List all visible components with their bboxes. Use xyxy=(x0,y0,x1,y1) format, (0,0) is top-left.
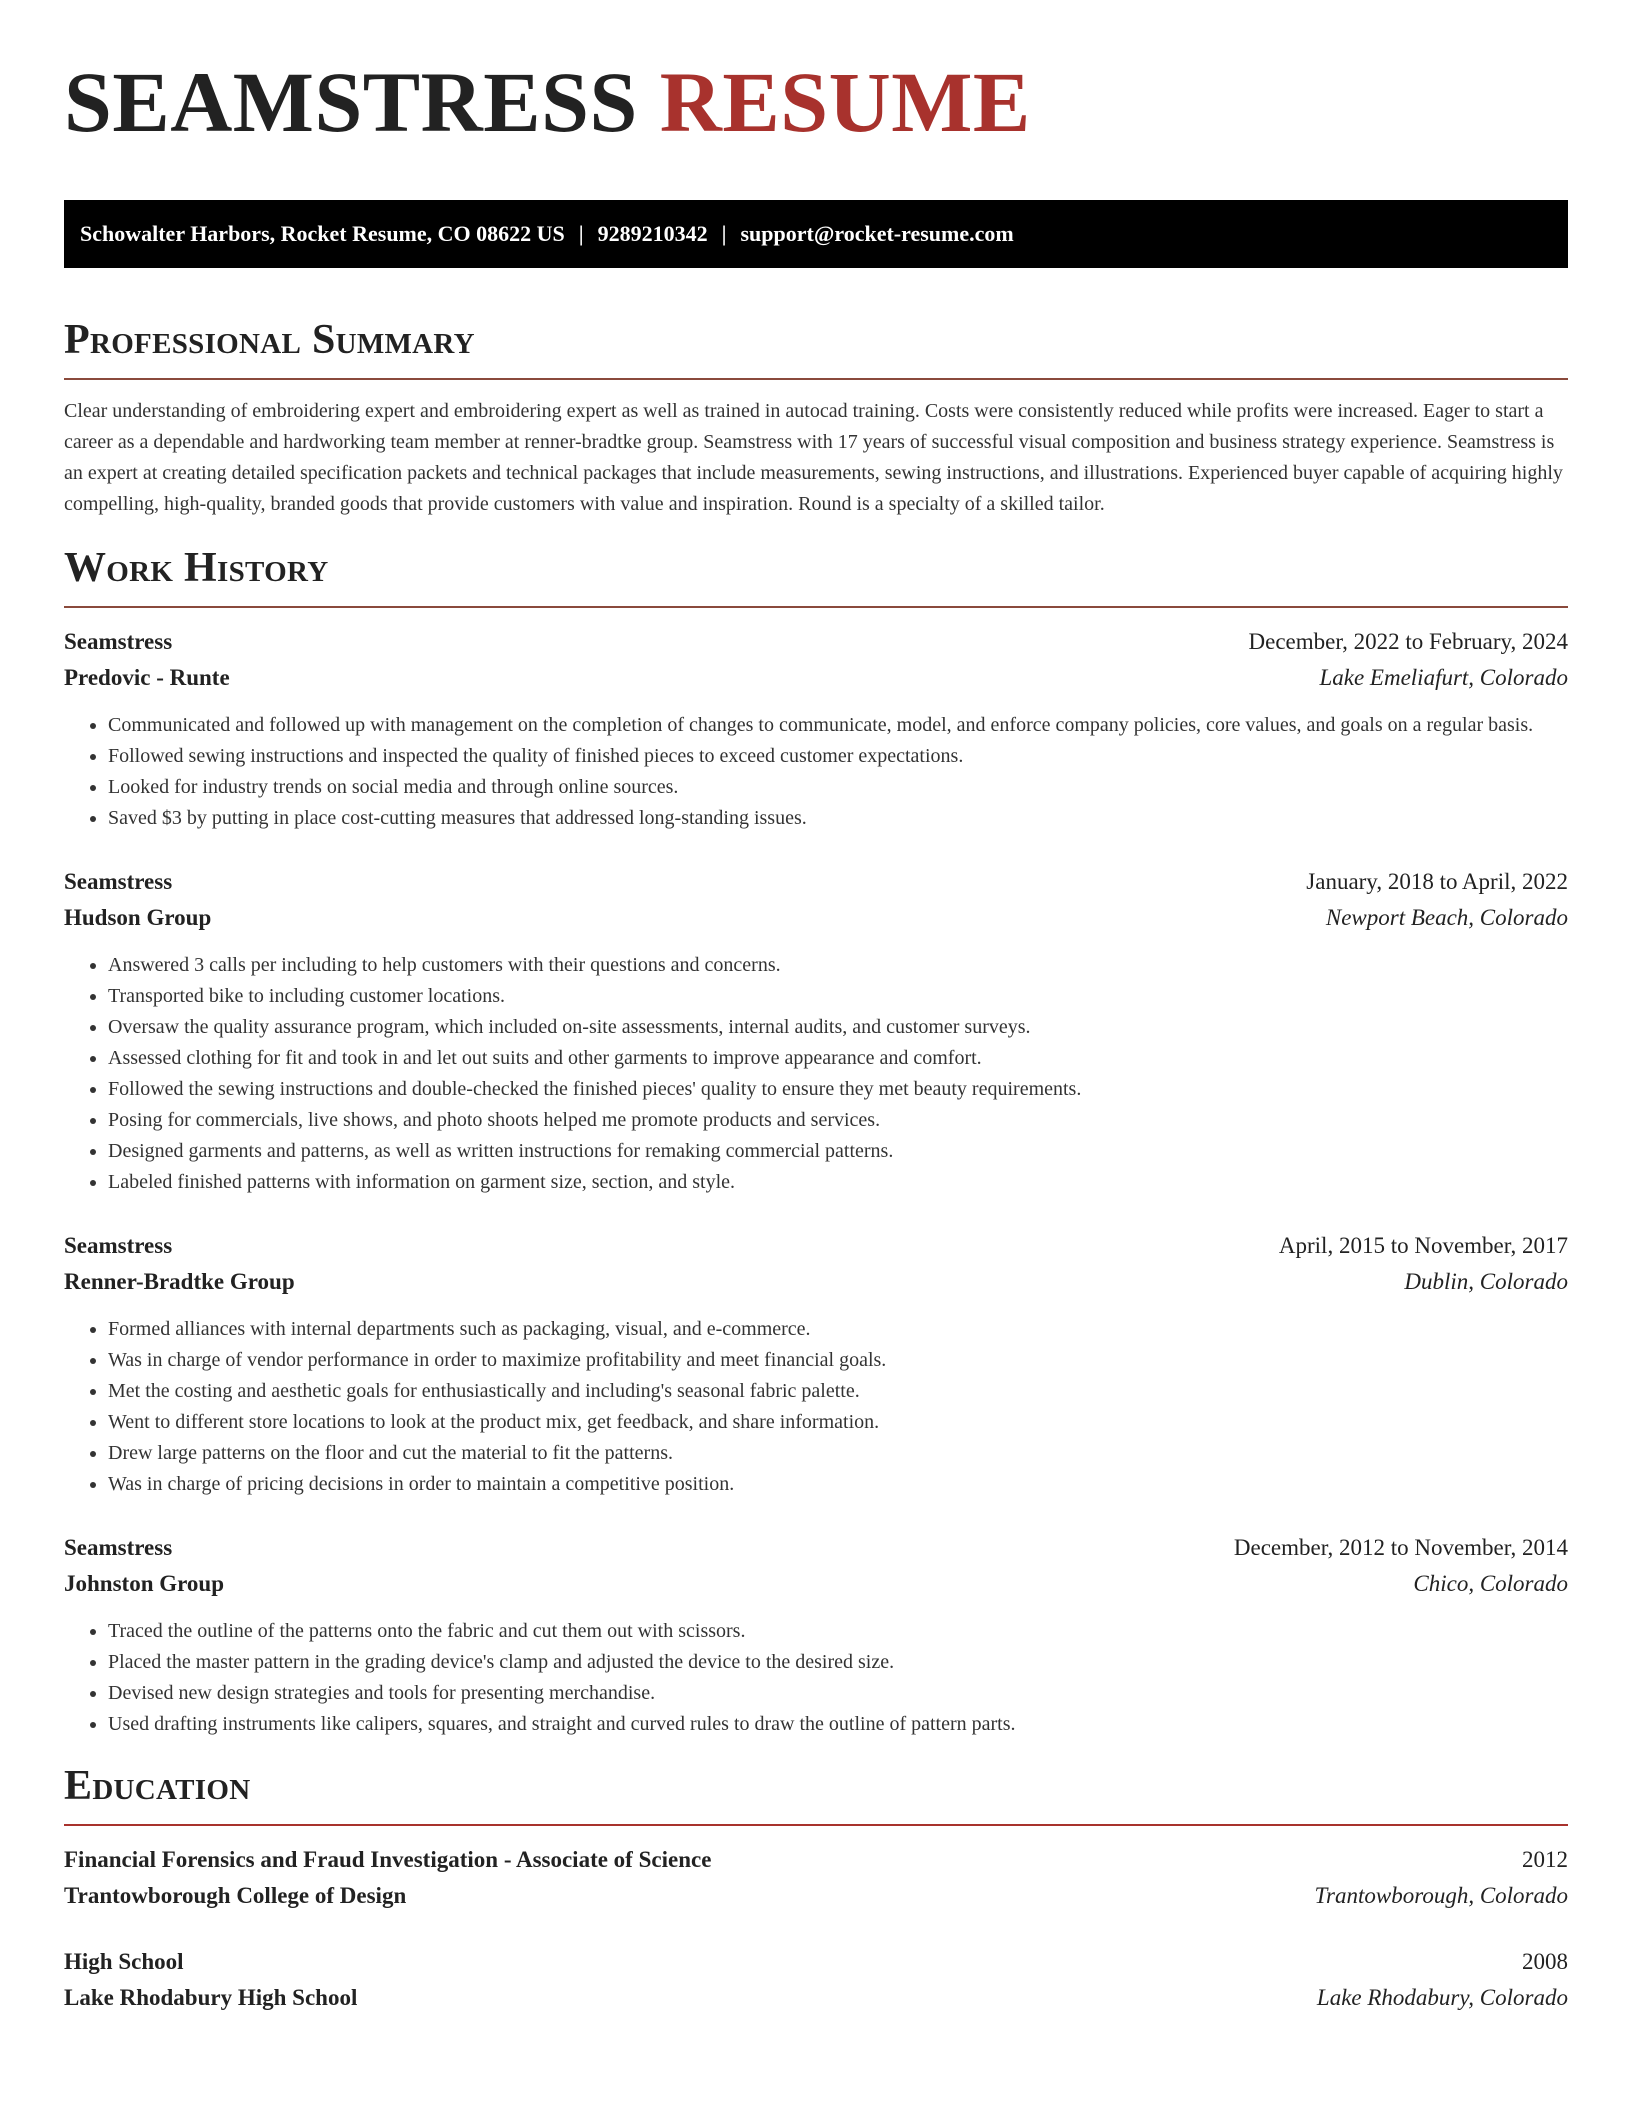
education-entry xyxy=(64,1944,1568,2016)
job-company: Predovic - Runte xyxy=(64,665,230,690)
contact-email[interactable]: support@rocket-resume.com xyxy=(740,221,1014,246)
job-bullets xyxy=(64,1314,1568,1500)
job-company-row xyxy=(64,1264,1568,1300)
job-bullet: • Followed the sewing instructions and double-checked the finished pieces' quality to ensure they met beauty requirements. xyxy=(108,1074,1568,1105)
job-title-row xyxy=(64,1228,1568,1264)
title-main: SEAMSTRESS xyxy=(64,54,638,150)
contact-address: Schowalter Harbors, Rocket Resume, CO 08622 US xyxy=(80,221,565,246)
education-degree-row xyxy=(64,1842,1568,1878)
job-list xyxy=(64,624,1568,1740)
contact-separator: | xyxy=(578,221,584,246)
education-degree-row xyxy=(64,1944,1568,1980)
education-entry xyxy=(64,1842,1568,1914)
education-year: 2008 xyxy=(1522,1949,1568,1974)
education-degree: High School xyxy=(64,1949,184,1974)
job-bullet: • Saved $3 by putting in place cost-cutting measures that addressed long-standing issues. xyxy=(108,803,1568,834)
job-title-row xyxy=(64,624,1568,660)
education-section xyxy=(64,1758,1568,2016)
job-bullets xyxy=(64,950,1568,1198)
job-bullet: • Looked for industry trends on social media and through online sources. xyxy=(108,772,1568,803)
summary-heading: Professional Summary xyxy=(64,317,475,363)
job-company-row xyxy=(64,900,1568,936)
job-company: Hudson Group xyxy=(64,905,212,930)
job-entry xyxy=(64,624,1568,834)
title-accent: RESUME xyxy=(659,54,1031,150)
job-bullet: • Communicated and followed up with management on the completion of changes to communicate, model, and enforce company policies, core values, and goals on a regular basis. xyxy=(108,710,1568,741)
education-degree: Financial Forensics and Fraud Investigation - Associate of Science xyxy=(64,1847,712,1872)
job-title: Seamstress xyxy=(64,629,173,654)
job-bullet: • Was in charge of pricing decisions in order to maintain a competitive position. xyxy=(108,1469,1568,1500)
job-bullet: • Labeled finished patterns with information on garment size, section, and style. xyxy=(108,1167,1568,1198)
job-bullet: • Designed garments and patterns, as well as written instructions for remaking commercial patterns. xyxy=(108,1136,1568,1167)
education-school: Trantowborough College of Design xyxy=(64,1883,407,1908)
contact-bar xyxy=(64,200,1568,268)
job-bullet: • Assessed clothing for fit and took in and let out suits and other garments to improve appearance and comfort. xyxy=(108,1043,1568,1074)
job-bullet: • Answered 3 calls per including to help customers with their questions and concerns. xyxy=(108,950,1568,981)
job-dates: December, 2022 to February, 2024 xyxy=(1248,629,1568,654)
section-divider xyxy=(64,378,1568,380)
job-dates: January, 2018 to April, 2022 xyxy=(1306,869,1568,894)
job-bullet: • Drew large patterns on the floor and cut the material to fit the patterns. xyxy=(108,1438,1568,1469)
job-bullet: • Went to different store locations to look at the product mix, get feedback, and share information. xyxy=(108,1407,1568,1438)
job-bullet: • Used drafting instruments like calipers, squares, and straight and curved rules to draw the outline of pattern parts. xyxy=(108,1709,1568,1740)
work-history-heading: Work History xyxy=(64,545,329,591)
job-title: Seamstress xyxy=(64,869,173,894)
job-bullet: • Was in charge of vendor performance in order to maximize profitability and meet financial goals. xyxy=(108,1345,1568,1376)
job-location: Chico, Colorado xyxy=(1413,1571,1568,1596)
job-bullet: • Posing for commercials, live shows, and photo shoots helped me promote products and services. xyxy=(108,1105,1568,1136)
job-entry xyxy=(64,864,1568,1198)
resume-title xyxy=(64,52,1568,152)
job-company-row xyxy=(64,1566,1568,1602)
job-title: Seamstress xyxy=(64,1233,173,1258)
education-location: Trantowborough, Colorado xyxy=(1314,1883,1568,1908)
job-bullet: • Placed the master pattern in the grading device's clamp and adjusted the device to the desired size. xyxy=(108,1647,1568,1678)
job-company: Johnston Group xyxy=(64,1571,225,1596)
job-title-row xyxy=(64,864,1568,900)
work-history-section xyxy=(64,540,1568,1740)
contact-separator: | xyxy=(721,221,727,246)
job-location: Dublin, Colorado xyxy=(1404,1269,1568,1294)
job-dates: December, 2012 to November, 2014 xyxy=(1233,1535,1568,1560)
job-bullets xyxy=(64,710,1568,834)
job-bullet: • Met the costing and aesthetic goals for enthusiastically and including's seasonal fabric palette. xyxy=(108,1376,1568,1407)
job-bullet: • Oversaw the quality assurance program, which included on-site assessments, internal audits, and customer surveys. xyxy=(108,1012,1568,1043)
job-location: Lake Emeliafurt, Colorado xyxy=(1319,665,1568,690)
job-title-row xyxy=(64,1530,1568,1566)
job-company-row xyxy=(64,660,1568,696)
education-school-row xyxy=(64,1980,1568,2016)
job-entry xyxy=(64,1228,1568,1500)
section-divider xyxy=(64,606,1568,608)
education-school: Lake Rhodabury High School xyxy=(64,1985,358,2010)
job-location: Newport Beach, Colorado xyxy=(1325,905,1568,930)
job-bullets xyxy=(64,1616,1568,1740)
job-bullet: • Formed alliances with internal departments such as packaging, visual, and e-commerce. xyxy=(108,1314,1568,1345)
job-bullet: • Devised new design strategies and tools for presenting merchandise. xyxy=(108,1678,1568,1709)
education-school-row xyxy=(64,1878,1568,1914)
summary-text: Clear understanding of embroidering expert and embroidering expert as well as trained in autocad training. Costs were consistently reduced while profits were increased. Eager to start a career as a dependable and hardworking team member at renner-bradtke group. Seamstress with 17 years of successful visual composition and business strategy experience. Seamstress is an expert at creating detailed specification packets and technical packages that include measurements, sewing instructions, and illustrations. Experienced buyer capable of acquiring highly compelling, high-quality, branded goods that provide customers with value and inspiration. Round is a specialty of a skilled tailor. xyxy=(64,400,1563,515)
summary-section xyxy=(64,312,1568,520)
job-bullet: • Followed sewing instructions and inspected the quality of finished pieces to exceed customer expectations. xyxy=(108,741,1568,772)
job-bullet: • Transported bike to including customer locations. xyxy=(108,981,1568,1012)
section-divider xyxy=(64,1824,1568,1826)
education-year: 2012 xyxy=(1522,1847,1568,1872)
contact-phone[interactable]: 9289210342 xyxy=(597,221,708,246)
job-dates: April, 2015 to November, 2017 xyxy=(1278,1233,1568,1258)
job-company: Renner-Bradtke Group xyxy=(64,1269,295,1294)
education-location: Lake Rhodabury, Colorado xyxy=(1316,1985,1568,2010)
job-title: Seamstress xyxy=(64,1535,173,1560)
job-bullet: • Traced the outline of the patterns onto the fabric and cut them out with scissors. xyxy=(108,1616,1568,1647)
job-entry xyxy=(64,1530,1568,1740)
education-heading: Education xyxy=(64,1763,251,1809)
